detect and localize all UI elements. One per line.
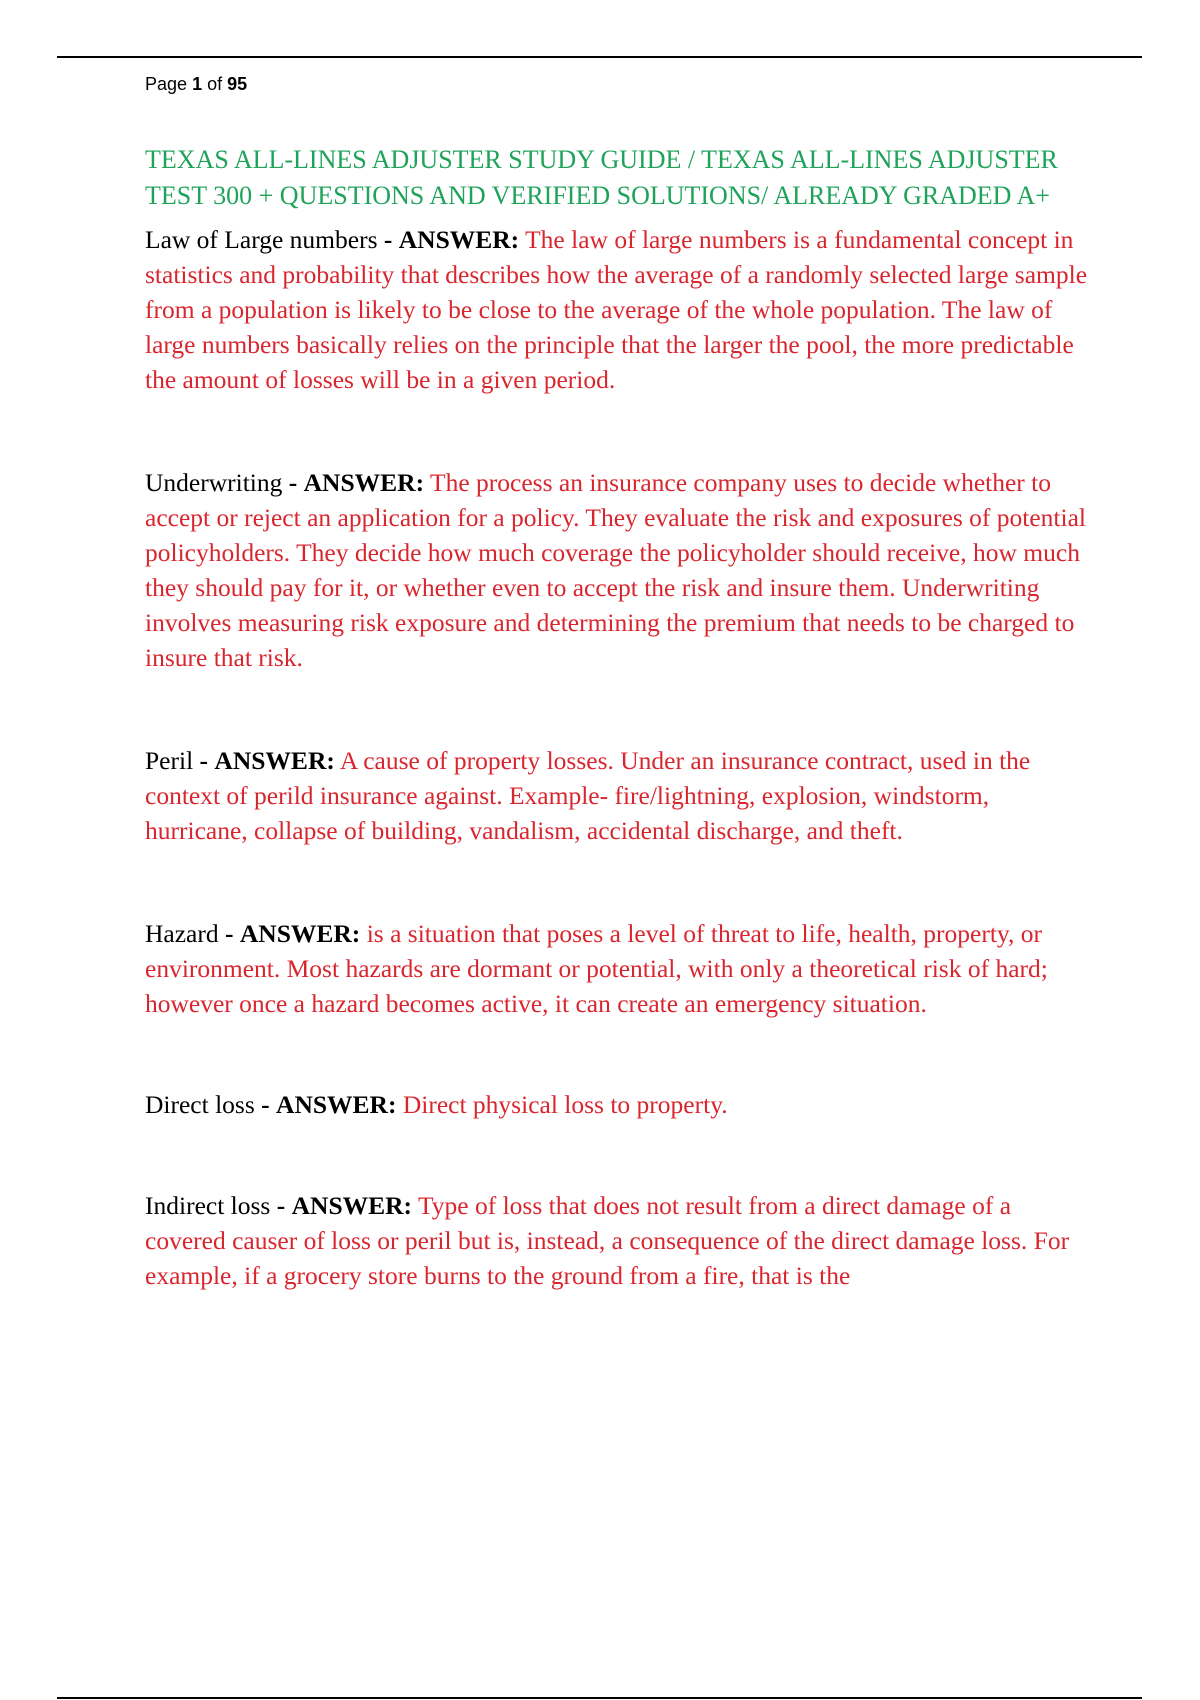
answer-label: ANSWER:	[398, 225, 520, 254]
qa-entry[interactable]	[145, 1087, 1095, 1122]
page-current: 1	[192, 74, 203, 94]
qa-entry[interactable]	[145, 916, 1095, 1021]
answer-label: ANSWER:	[303, 468, 425, 497]
qa-entry[interactable]	[145, 465, 1095, 675]
qa-entry[interactable]	[145, 1188, 1095, 1293]
page-label-prefix: Page	[145, 74, 188, 94]
footer-rule	[57, 1697, 1142, 1699]
spacer	[145, 848, 1095, 916]
document-title[interactable]: TEXAS ALL-LINES ADJUSTER STUDY GUIDE / TEXAS ALL-LINES ADJUSTER TEST 300 + QUESTIONS AND VERIFIED SOLUTIONS/ ALREADY GRADED A+	[145, 145, 1058, 210]
qa-entry[interactable]	[145, 743, 1095, 848]
entry-answer: Direct physical loss to property.	[402, 1090, 728, 1119]
entry-term: Hazard	[145, 919, 219, 948]
document-body	[145, 142, 1095, 1293]
entry-term: Law of Large numbers	[145, 225, 378, 254]
page-indicator	[145, 74, 247, 95]
page-label-of: of	[207, 74, 223, 94]
entry-answer: Type of loss that does not result from a direct damage of a covered causer of loss or peril but is, instead, a consequence of the direct damage loss. For example, if a grocery store burns to the ground from a fire, that is the	[145, 1191, 1070, 1290]
entry-separator: -	[199, 746, 209, 775]
answer-label: ANSWER:	[214, 746, 335, 775]
entry-separator: -	[276, 1191, 286, 1220]
entry-term: Indirect loss	[145, 1191, 271, 1220]
page-total: 95	[227, 74, 248, 94]
answer-label: ANSWER:	[276, 1090, 397, 1119]
entry-separator: -	[225, 919, 234, 948]
entry-answer: The law of large numbers is a fundamental concept in statistics and probability that describes how the average of a randomly selected large sample from a population is likely to be close to the average of the whole population. The law of large numbers basically relies on the principle that the larger the pool, the more predictable the amount of losses will be in a given period.	[145, 225, 1088, 394]
answer-label: ANSWER:	[239, 919, 361, 948]
entry-term: Peril	[145, 746, 194, 775]
entry-separator: -	[288, 468, 298, 497]
entry-answer: The process an insurance company uses to decide whether to accept or reject an application for a policy. They evaluate the risk and exposures of potential policyholders. They decide how much coverage the policyholder should receive, how much they should pay for it, or whether even to accept the risk and insure them. Underwriting involves measuring risk exposure and determining the premium that needs to be charged to insure that risk.	[145, 468, 1086, 672]
entry-separator: -	[383, 225, 393, 254]
spacer	[145, 1021, 1095, 1087]
qa-entry[interactable]	[145, 222, 1095, 397]
entry-answer: is a situation that poses a level of threat to life, health, property, or environment. Most hazards are dormant or potential, with only a theoretical risk of hard; however once a hazard becomes active, it can create an emergency situation.	[145, 919, 1048, 1018]
entry-term: Direct loss	[145, 1090, 255, 1119]
spacer	[145, 1122, 1095, 1188]
entry-term: Underwriting	[145, 468, 283, 497]
header-rule	[57, 56, 1142, 58]
spacer	[145, 675, 1095, 743]
spacer	[145, 397, 1095, 465]
answer-label: ANSWER:	[291, 1191, 413, 1220]
entry-answer: A cause of property losses. Under an insurance contract, used in the context of perild insurance against. Example- fire/lightning, explosion, windstorm, hurricane, collapse of building, vandalism, accidental discharge, and theft.	[145, 746, 1031, 845]
entry-separator: -	[261, 1090, 270, 1119]
